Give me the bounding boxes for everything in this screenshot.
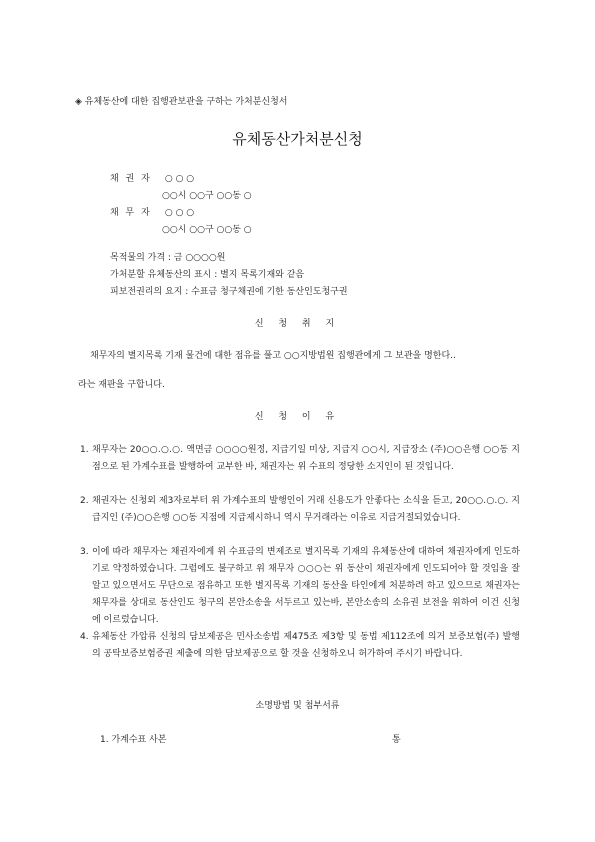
creditor-name: ○ ○ ○ bbox=[164, 174, 195, 184]
debtor-row bbox=[110, 209, 194, 218]
reason-item bbox=[80, 544, 520, 629]
reason-number: 4. bbox=[80, 632, 89, 642]
target-value-line: 목적물의 가격 : 금 ○○○○원 bbox=[110, 253, 226, 263]
reason-item bbox=[80, 629, 520, 663]
purpose-closing: 라는 재판을 구합니다. bbox=[78, 380, 165, 390]
debtor-name: ○ ○ ○ bbox=[164, 208, 195, 218]
purpose-heading: 신 청 취 지 bbox=[254, 319, 341, 329]
property-line: 가처분할 유체동산의 표시 : 별지 목록기재와 같음 bbox=[110, 270, 305, 280]
evidence-heading: 소명방법 및 첨부서류 bbox=[255, 701, 340, 711]
reason-text: 채무자는 20○○.○.○. 액면금 ○○○○원정, 지급기일 미상, 지급지 ○○시, 지급장소 (주)○○은행 ○○동 지점으로 된 가계수표를 발행하여 교부한 바, 채권자는 위 수표의 정당한 소지인이 된 것입니다. bbox=[92, 445, 520, 472]
evidence-item-count: 통 bbox=[392, 735, 401, 745]
reason-item bbox=[80, 493, 520, 527]
reason-number: 1. bbox=[80, 445, 89, 455]
document-title: 유체동산가처분신청 bbox=[232, 130, 363, 148]
claim-line: 피보전권리의 요지 : 수표금 청구채권에 기한 동산인도청구권 bbox=[110, 287, 348, 297]
reasons-heading: 신 청 이 유 bbox=[254, 412, 341, 422]
creditor-row bbox=[110, 175, 194, 184]
reason-number: 3. bbox=[80, 547, 89, 557]
reason-item bbox=[80, 442, 520, 476]
debtor-address: ○○시 ○○구 ○○동 ○ bbox=[162, 225, 252, 235]
evidence-item-label: 1. 가계수표 사본 bbox=[100, 735, 167, 745]
header-note: ◈ 유체동산에 대한 집행관보관을 구하는 가처분신청서 bbox=[75, 97, 288, 107]
creditor-label: 채 권 자 bbox=[110, 174, 152, 184]
reason-number: 2. bbox=[80, 496, 89, 506]
debtor-label: 채 무 자 bbox=[110, 208, 152, 218]
purpose-paragraph bbox=[78, 348, 518, 365]
reason-text: 채권자는 신청외 제3자로부터 위 가계수표의 발행인이 거래 신용도가 안좋다는 소식을 듣고, 20○○.○.○. 지급지인 (주)○○은행 ○○동 지점에 지급제시하니 역시 무거래라는 이유로 지급거절되었습니다. bbox=[92, 496, 520, 523]
reason-text: 이에 따라 채무자는 채권자에게 위 수표금의 변제조로 별지목록 기재의 유체동산에 대하여 채권자에게 인도하기로 약정하였습니다. 그럼에도 불구하고 위 채무자 ○○○는 위 동산이 채권자에게 인도되어야 할 것임을 잘 알고 있으면서도 무단으로 점유하고 또한 별지목록 기재의 동산을 타인에게 처분하려 하고 있으므로 채권자는 채무자를 상대로 동산인도 청구의 본안소송을 서두르고 있는바, 본안소송의 소유권 보전을 위하여 이건 신청에 이르렀습니다. bbox=[92, 547, 520, 625]
purpose-text: 채무자의 별지목록 기재 물건에 대한 점유를 풀고 ○○지방법원 집행관에게 그 보관을 명한다.. bbox=[90, 351, 456, 361]
creditor-address: ○○시 ○○구 ○○동 ○ bbox=[162, 191, 252, 201]
reason-text: 유체동산 가압류 신청의 담보제공은 민사소송법 제475조 제3항 및 동법 제112조에 의거 보증보험(주) 발행의 공탁보증보험증권 제출에 의한 담보제공으로 할 것을 신청하오니 허가하여 주시기 바랍니다. bbox=[92, 632, 520, 659]
